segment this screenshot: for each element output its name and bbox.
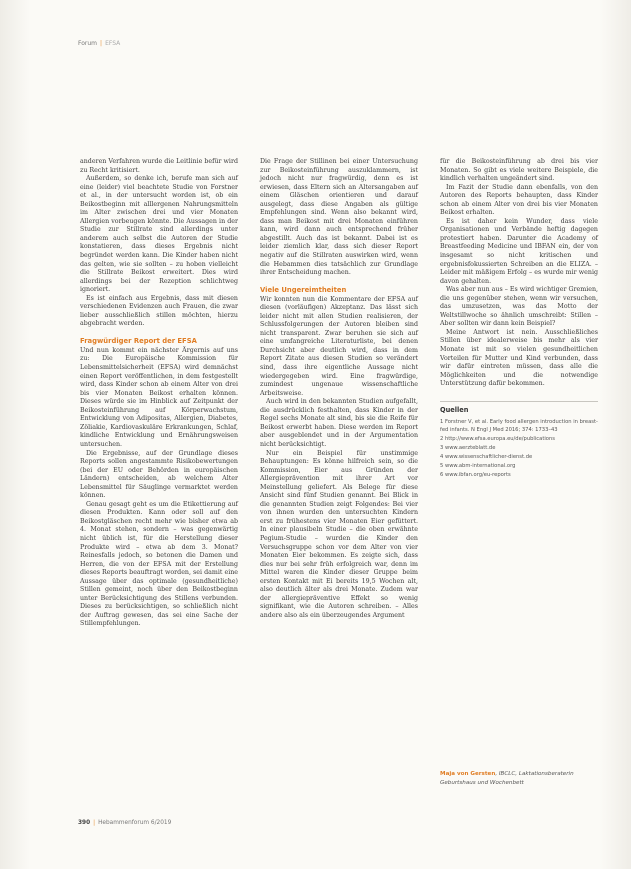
source-item: 2 http://www.efsa.europa.eu/de/publications <box>440 436 555 443</box>
header-label: Forum <box>78 40 98 47</box>
text-column-3 <box>440 158 598 480</box>
paragraph: Genau gesagt geht es um die Etikettierung auf diesen Produkten. Kann oder soll auf den Beikostgläschen recht mehr wie bisher etwa ab 4. Monat stehen, sondern – was gegenwärtig nicht üblich ist, für die Herstellung dieser Produkte wird – etwa ab dem 3. Monat? Reinesfalls jedoch, so betonen die Damen und Herren, die von der EFSA mit der Erstellung dieses Reports beauftragt worden, sei damit eine Aussage über das optimale (gesundheitliche) Stillen gemeint, noch über den Beikostbeginn unter Berücksichtigung des Stillens verbunden. Dieses zu berücksichtigen, so schließlich nicht der Auftrag gewesen, das sei eine Sache der Stillempfehlungen. <box>80 500 238 628</box>
paragraph: Und nun kommt ein nächster Ärgernis auf uns zu: Die Europäische Kommission für Lebensmittelsicherheit (EFSA) wird demnächst einen Report veröffentlichen, in dem festgestellt wird, dass Kinder schon ab einem Alter von drei bis vier Monaten Beikost erhalten können. Dieses würde sie im Hinblick auf Zeitpunkt der Beikosteinführung auf Körperwachstum, Entwicklung von Adipositas, Allergien, Diabetes, Zöliakie, Kardiovaskuläre Erkrankungen, Schlaf, kindliche Entwicklung und Ernährungsweisen untersuchen. <box>80 346 238 448</box>
section-heading: Fragwürdiger Report der EFSA <box>80 336 197 345</box>
section-heading: Viele Ungereimtheiten <box>260 285 347 294</box>
source-item: 1 Forstner V, et al. Early food allergen introduction in breast-fed infants. N Engl J Med 2016; 374: 1733–43 <box>440 419 598 434</box>
source-item: 4 www.wissenschaftlicher-dienst.de <box>440 454 533 461</box>
source-item: 5 www.abm-international.org <box>440 463 516 470</box>
paragraph: Nur ein Beispiel für unstimmige Behauptungen: Es könne hilfreich sein, so die Kommission, Eier aus Gründen der Allergieprävention mit ihrer Art vor Meinstellung geliefert. Als Belege für diese Ansicht sind fünf Studien genannt. Bei Blick in die genannten Studien zeigt Folgendes: Bei vier von ihnen wurden den untersuchten Kindern erst zu frühestens vier Monaten Eier gefüttert. In einer plausibeln Studie – die oben erwähnte Pegium-Studie – wurden die Kinder den Versuchsgruppe schon vor dem Alter von vier Monaten Eier bekommen. Es zeigte sich, dass dies nur bei sehr früh erfolgreich war, denn im Mittel waren die Kinder dieser Gruppe beim ersten Kontakt mit Ei bereits 19,5 Wochen alt, also deutlich älter als drei Monate. Zudem war der allergiepräventive Effekt so wenig signifikant, wie die Autoren schreiben. – Alles andere also als ein überzeugendes Argument <box>260 449 418 619</box>
author-name: Maja von Gersten <box>440 771 496 777</box>
running-header <box>78 40 120 47</box>
paragraph: Die Ergebnisse, auf der Grundlage dieses Reports sollen angestammte Risikobewertungen (bei der EU oder Behörden in europäischen Ländern) entscheiden, ab welchem Alter Lebensmittel für Säuglinge vermarktet werden können. <box>80 449 238 500</box>
footer-separator: | <box>93 820 96 826</box>
page-footer <box>78 820 171 826</box>
paragraph: anderen Verfahren wurde die Leitlinie befür wird zu Recht kritisiert. <box>80 158 238 174</box>
paragraph: Es ist daher kein Wunder, dass viele Organisationen und Verbände heftig dagegen protestiert haben. Darunter die Academy of Breastfeeding Medicine und IBFAN ein, der von insgesamt so nicht kritischen und ergebnisfokussierten Schreiben an die ELIZA. – Leider mit mäßigem Erfolg – es wurde mir wenig davon gehalten. <box>440 217 598 285</box>
paragraph: Auch wird in den bekannten Studien aufgefallt, die ausdrücklich festhalten, dass Kinder in der Regel sechs Monate alt sind, bis sie die Reife für Beikost erwerbt haben. Diese werden im Report aber ausgeblendet und in der Argumentation nicht berücksichtigt. <box>260 398 418 448</box>
text-column-1 <box>80 158 238 629</box>
sources-heading: Quellen <box>440 401 598 415</box>
paragraph: Meine Antwort ist nein. Ausschließliches Stillen über idealerweise bis mehr als vier Monate ist mit so vielen gesundheitlichen Vorteilen für Mutter und Kind verbunden, dass wir dafür eintreten müssen, dass alle die Möglichkeiten und die notwendige Unterstützung dafür bekommen. <box>440 328 598 388</box>
header-section: EFSA <box>105 40 121 47</box>
author-description: IBCLC, Laktationsberaterin Geburtshaus und Wochenbett <box>440 771 574 786</box>
text-column-2 <box>260 158 418 620</box>
journal-issue: 6/2019 <box>150 820 172 826</box>
paragraph: für die Beikosteinführung ab drei bis vier Monaten. So gibt es viele weitere Beispiele, die kindlich verhalten ungeändert sind. <box>440 158 598 183</box>
page-number: 390 <box>78 820 91 826</box>
paragraph: Es ist einfach aus Ergebnis, dass mit diesen verschiedenen Evidenzen auch Frauen, die zwar lieber ausschließlich stillen möchten, hierzu abgebracht werden. <box>80 294 238 328</box>
paragraph: Was aber nun aus – Es wird wichtiger Gremien, die uns gegenüber stehen, wenn wir versuchen, das umzusetzen, was das Motto der Weltstillwoche so ähnlich umschreibt: Stillen – Aber sollten wir dann kein Beispiel? <box>440 286 598 328</box>
source-item: 3 www.aerzteblatt.de <box>440 445 496 452</box>
journal-name: Hebammenforum <box>98 820 150 826</box>
sources-list <box>440 418 598 479</box>
paragraph: Die Frage der Stillinen bei einer Untersuchung zur Beikosteinführung auszuklammern, ist jedoch nicht nur fragwürdig, denn es ist erwiesen, dass Eltern sich an Altersangaben auf einem Gläschen orientieren und darauf ausgelegt, dass diese Angaben als gültige Empfehlungen sind. Wenn also bekannt wird, dass man Beikost mit drei Monaten einführen kann, wird dann auch entsprechend früher abgestillt. Auch das ist bekannt. Dabei ist es leider ziemlich klar, dass sich dieser Report negativ auf die Stillraten auswirken wird, wenn die Hebammen dies tatsächlich zur Grundlage ihrer Entscheidung machen. <box>260 158 418 277</box>
source-item: 6 www.ibfan.org/eu-reports <box>440 472 511 479</box>
author-box: Maja von Gersten, IBCLC, Laktationsberaterin Geburtshaus und Wochenbett <box>440 771 574 786</box>
paragraph: Außerdem, so denke ich, berufe man sich auf eine (leider) viel beachtete Studie von Forstner et al., in der untersucht worden ist, ob ein Beikostbeginn mit alllergenen Nahrungsmitteln im Alter zwischen drei und vier Monaten Allergien vorbeugen könnte. Die Aussagen in der Studie zur Stillrate sind allerdings unter anderem auch selbst die Autoren der Studie konstatieren, dass dieses Ergebnis nicht begründet werden kann. Die Kinder haben nicht das gelten, wie sie sollten – zu hoben vielleicht die Stillrate Beikost erweitert. Dies wird allerdings bei der Rezeption schlichtweg ignoriert. <box>80 175 238 294</box>
paragraph: Im Fazit der Studie dann ebenfalls, von den Autoren des Reports behaupten, dass Kinder schon ab einem Alter von drei bis vier Monaten Beikost erhalten. <box>440 183 598 217</box>
paragraph: Wir konnten nun die Kommentare der EFSA auf diesen (vorläufigen) Akzeptanz. Das lässt sich leider nicht mit allen Studien realisieren, der Schlussfolgerungen der Autoren bleiben sind nicht transparent. Zwar beruhen sie sich auf eine umfangreiche Literaturliste, bei denen Durchsicht aber deutlich wird, dass in dem Report Zitate aus diesen Studien so verändert sind, dass ihre eigentliche Aussage nicht wiedergegeben wird. Eine fragwürdige, zumindest ungenaue wissenschaftliche Arbeitsweise. <box>260 295 418 397</box>
header-separator: | <box>100 40 103 47</box>
